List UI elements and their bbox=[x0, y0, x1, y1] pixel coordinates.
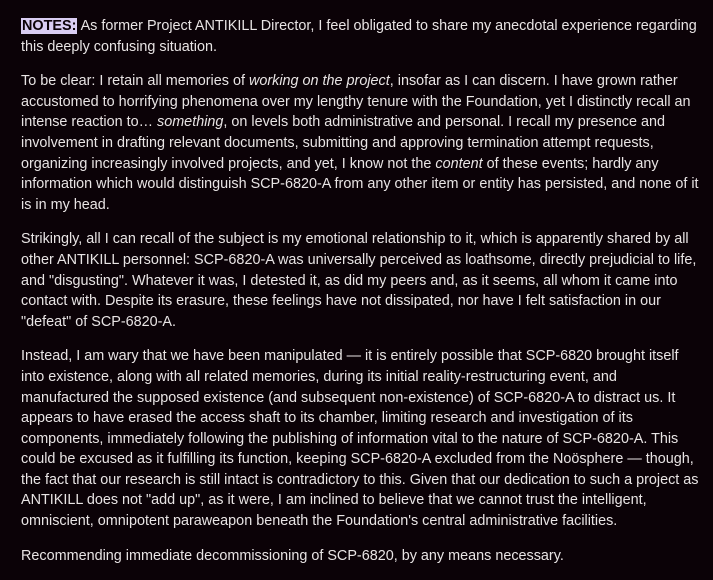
notes-label: NOTES: bbox=[22, 18, 77, 34]
emphasis-something: something bbox=[157, 114, 224, 131]
memory-text-d: of these events; hardly any information which would distinguish SCP-6820-A from any other item or entity has persisted, and none of it is in my head. bbox=[21, 155, 699, 213]
manipulation-paragraph: Instead, I am wary that we have been manipulated — it is entirely possible that SCP-6820 brought itself into existence, along with all related memories, during its initial reality-restructuring event, and manufactured the supposed existence (and subsequent non-existence) of SCP-6820-A to distract us. It appears to have erased the access shaft to its chamber, limiting research and investigation of its components, immediately following the publishing of information vital to the nature of SCP-6820-A. This could be excused as it fulfilling its function, keeping SCP-6820-A excluded from the Noösphere — though, the fact that our research is still intact is contradictory to this. Given that our dedication to such a project as ANTIKILL does not "add up", as it were, I am inclined to believe that we cannot trust the intelligent, omniscient, omnipotent paraweapon beneath the Foundation's central administrative facilities. bbox=[21, 348, 699, 530]
notes-document bbox=[21, 16, 701, 580]
memory-text-a: To be clear: I retain all memories of bbox=[21, 73, 249, 90]
emphasis-content: content bbox=[435, 155, 483, 172]
memory-paragraph bbox=[21, 71, 701, 215]
recommendation-paragraph: Recommending immediate decommissioning of SCP-6820, by any means necessary. bbox=[21, 547, 564, 564]
emotional-relationship-paragraph: Strikingly, all I can recall of the subject is my emotional relationship to it, which is apparently shared by all other ANTIKILL personnel: SCP-6820-A was universally perceived as loathsome, directly prejudicial to life, and "disgusting". Whatever it was, I detested it, as did my peers and, as it seems, all whom it came into contact with. Despite its erasure, these feelings have not dissipated, nor have I felt satisfaction in our "defeat" of SCP-6820-A. bbox=[21, 231, 697, 330]
intro-text: As former Project ANTIKILL Director, I feel obligated to share my anecdotal experience regarding this deeply confusing situation. bbox=[21, 18, 697, 55]
memory-text-b: , insofar as I can discern. I have grown rather accustomed to horrifying phenomena over my lengthy tenure with the Foundation, yet I distinctly recall an intense reaction to… bbox=[21, 73, 691, 131]
memory-text-c: , on levels both administrative and personal. I recall my presence and involvement in drafting relevant documents, submitting and approving termination attempt requests, organizing increasingly involved projects, and yet, I know not the bbox=[21, 114, 665, 172]
notes-intro-paragraph bbox=[21, 16, 701, 57]
emphasis-working-on-project: working on the project bbox=[248, 73, 390, 90]
